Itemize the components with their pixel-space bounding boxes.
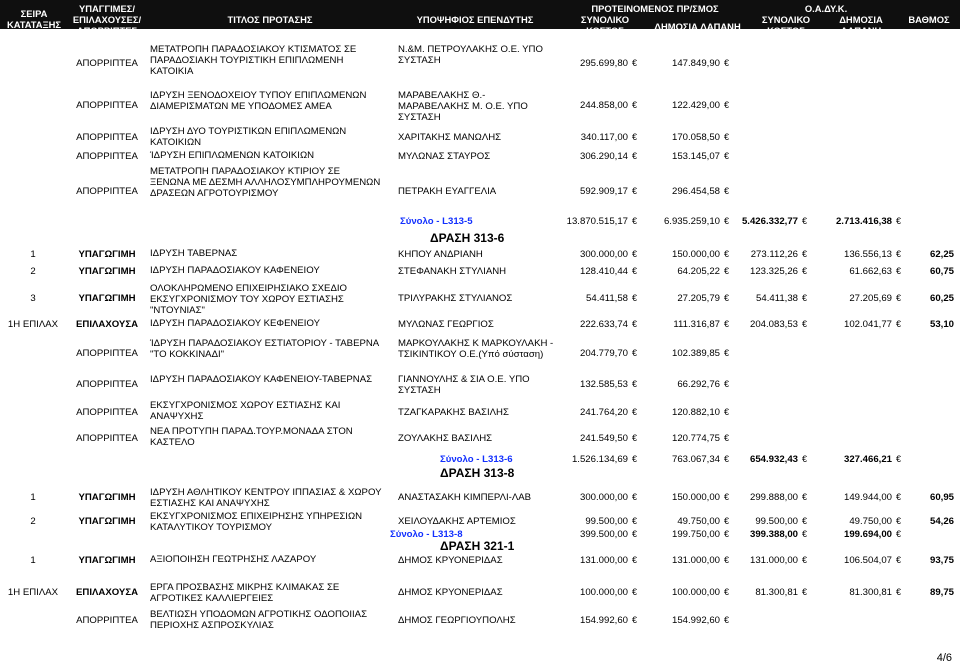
- euro-sign: €: [802, 516, 808, 526]
- row-title: ΙΔΡΥΣΗ ΤΑΒΕΡΝΑΣ: [150, 248, 238, 259]
- row-investor: ΓΙΑΝΝΟΥΛΗΣ & ΣΙΑ Ο.Ε. ΥΠΟ ΣΥΣΤΑΣΗ: [398, 374, 530, 396]
- euro-sign: €: [802, 454, 808, 464]
- euro-sign: €: [802, 319, 808, 329]
- euro-sign: €: [724, 216, 730, 226]
- row-ot-value: 299.888,00: [749, 492, 798, 503]
- euro-sign: €: [896, 266, 902, 276]
- row-title: ΙΔΡΥΣΗ ΠΑΡΑΔΟΣΙΑΚΟΥ ΚΑΦΕΝΕΙΟΥ: [150, 265, 320, 276]
- row-investor: ΜΥΛΩΝΑΣ ΣΤΑΥΡΟΣ: [398, 151, 491, 162]
- euro-sign: €: [802, 216, 808, 226]
- row-pt-value: 592.909,17: [579, 186, 628, 197]
- row-status: ΥΠΑΓΩΓΙΜΗ: [78, 492, 136, 503]
- total-value: 199.750,00: [671, 529, 720, 540]
- euro-sign: €: [724, 249, 730, 259]
- total-value: 13.870.515,17: [566, 216, 628, 227]
- row-investor: ΜΥΛΩΝΑΣ ΓΕΩΡΓΙΟΣ: [398, 319, 494, 330]
- row-pt-value: 295.699,80: [579, 58, 628, 69]
- row-title: ΙΔΡΥΣΗ ΞΕΝΟΔΟΧΕΙΟΥ ΤΥΠΟΥ ΕΠΙΠΛΩΜΕΝΩΝ ΔΙΑΜΕΡΙΣΜΑΤΩΝ ΜΕ ΥΠΟΔΟΜΕΣ ΑΜΕΑ: [150, 90, 367, 112]
- euro-sign: €: [724, 433, 730, 443]
- row-pd-value: 170.058,50: [671, 132, 720, 143]
- euro-sign: €: [632, 516, 638, 526]
- total-value: 327.466,21: [843, 454, 892, 465]
- row-pt-value: 244.858,00: [579, 100, 628, 111]
- row-ot-value: 81.300,81: [755, 587, 798, 598]
- row-title: ΒΕΛΤΙΩΣΗ ΥΠΟΔΟΜΩΝ ΑΓΡΟΤΙΚΗΣ ΟΔΟΠΟΙΙΑΣ ΠΕΡΙΟΧΗΣ ΑΣΠΡΟΣΚΥΛΙΑΣ: [150, 609, 368, 631]
- euro-sign: €: [724, 186, 730, 196]
- total-value: 1.526.134,69: [571, 454, 628, 465]
- row-status: ΑΠΟΡΡΙΠΤΕΑ: [76, 348, 138, 359]
- row-investor: ΧΕΙΛΟΥΔΑΚΗΣ ΑΡΤΕΜΙΟΣ: [398, 516, 516, 527]
- row-od-value: 81.300,81: [849, 587, 892, 598]
- row-rank: 1Η ΕΠΙΛΑΧ: [7, 319, 59, 330]
- euro-sign: €: [802, 492, 808, 502]
- header-status: ΥΠΑΓΓΙΜΕΣ/ ΕΠΙΛΑΧΟΥΣΕΣ/ ΑΠΟΡΡΙΠΤΕΣ: [72, 3, 142, 36]
- total-value: 763.067,34: [671, 454, 720, 465]
- euro-sign: €: [724, 379, 730, 389]
- row-pt-value: 340.117,00: [580, 132, 628, 143]
- row-status: ΑΠΟΡΡΙΠΤΕΑ: [76, 433, 138, 444]
- row-title: ΑΞΙΟΠΟΙΗΣΗ ΓΕΩΤΡΗΣΗΣ ΛΑΖΑΡΟΥ: [150, 554, 317, 565]
- row-pt-value: 300.000,00: [579, 249, 628, 260]
- section-title-313-8: ΔΡΑΣΗ 313-8: [440, 466, 515, 480]
- row-investor: ΔΗΜΟΣ ΓΕΩΡΓΙΟΥΠΟΛΗΣ: [398, 615, 516, 626]
- row-title: ΕΚΣΥΓΧΡΟΝΙΣΜΟΣ ΧΩΡΟΥ ΕΣΤΙΑΣΗΣ ΚΑΙ ΑΝΑΨΥΧΗΣ: [150, 400, 341, 422]
- euro-sign: €: [896, 216, 902, 226]
- header-rank: ΣΕΙΡΑ ΚΑΤΑΤΑΞΗΣ: [6, 8, 61, 30]
- euro-sign: €: [632, 615, 638, 625]
- row-ot-value: 131.000,00: [749, 555, 798, 566]
- header-proposed-public: ΔΗΜΟΣΙΑ ΔΑΠΑΝΗ: [654, 21, 741, 32]
- euro-sign: €: [632, 249, 638, 259]
- row-score: 60,95: [929, 492, 954, 503]
- euro-sign: €: [632, 151, 638, 161]
- row-ot-value: 99.500,00: [755, 516, 798, 527]
- row-status: ΑΠΟΡΡΙΠΤΕΑ: [76, 379, 138, 390]
- euro-sign: €: [724, 293, 730, 303]
- euro-sign: €: [632, 492, 638, 502]
- row-score: 54,26: [929, 516, 954, 527]
- row-title: ΜΕΤΑΤΡΟΠΗ ΠΑΡΑΔΟΣΙΑΚΟΥ ΚΤΙΡΙΟΥ ΣΕ ΞΕΝΩΝΑ ΜΕ ΔΕΣΜΗ ΑΛΛΗΛΟΣΥΜΠΛΗΡΟΥΜΕΝΩΝ ΔΡΑΣΕΩΝ ΑΓΡΟΤΟΥΡΙΣΜΟΥ: [150, 166, 381, 199]
- total-label-313-6: Σύνολο - L313-6: [440, 454, 513, 465]
- row-title: ΕΡΓΑ ΠΡΟΣΒΑΣΗΣ ΜΙΚΡΗΣ ΚΛΙΜΑΚΑΣ ΣΕ ΑΓΡΟΤΙΚΕΣ ΚΑΛΛΙΕΡΓΕΙΕΣ: [150, 582, 340, 604]
- euro-sign: €: [802, 555, 808, 565]
- euro-sign: €: [724, 132, 730, 142]
- euro-sign: €: [896, 529, 902, 539]
- euro-sign: €: [724, 587, 730, 597]
- euro-sign: €: [724, 407, 730, 417]
- row-status: ΑΠΟΡΡΙΠΤΕΑ: [76, 186, 138, 197]
- row-ot-value: 123.325,26: [749, 266, 798, 277]
- row-title: ΊΔΡΥΣΗ ΠΑΡΑΔΟΣΙΑΚΟΥ ΕΣΤΙΑΤΟΡΙΟΥ - ΤΑΒΕΡΝΑ "ΤΟ ΚΟΚΚΙΝΑΔΙ": [150, 338, 379, 360]
- row-rank: 1: [30, 492, 36, 503]
- row-status: ΥΠΑΓΩΓΙΜΗ: [78, 516, 136, 527]
- row-status: ΥΠΑΓΩΓΙΜΗ: [78, 555, 136, 566]
- row-od-value: 106.504,07: [843, 555, 892, 566]
- row-title: ΙΔΡΥΣΗ ΔΥΟ ΤΟΥΡΙΣΤΙΚΩΝ ΕΠΙΠΛΩΜΕΝΩΝ ΚΑΤΟΙΚΙΩΝ: [150, 126, 347, 148]
- section-title-321-1: ΔΡΑΣΗ 321-1: [440, 539, 515, 553]
- row-od-value: 27.205,69: [849, 293, 892, 304]
- row-investor: Ν.&Μ. ΠΕΤΡΟΥΛΑΚΗΣ Ο.Ε. ΥΠΟ ΣΥΣΤΑΣΗ: [398, 44, 543, 66]
- row-pt-value: 100.000,00: [579, 587, 628, 598]
- row-pt-value: 54.411,58: [586, 293, 628, 304]
- total-label-313-5: Σύνολο - L313-5: [400, 216, 473, 227]
- row-ot-value: 273.112,26: [750, 249, 798, 260]
- row-investor: ΜΑΡΚΟΥΛΑΚΗΣ Κ ΜΑΡΚΟΥΛΑΚΗ - ΤΣΙΚΙΝΤΙΚΟΥ Ο.Ε.(Υπό σύσταση): [398, 338, 554, 360]
- header-oadyk-public: ΔΗΜΟΣΙΑ ΔΑΠΑΝΗ: [839, 14, 883, 36]
- row-status: ΕΠΙΛΑΧΟΥΣΑ: [76, 319, 138, 330]
- euro-sign: €: [724, 615, 730, 625]
- euro-sign: €: [632, 186, 638, 196]
- row-od-value: 61.662,63: [849, 266, 892, 277]
- row-status: ΥΠΑΓΩΓΙΜΗ: [78, 249, 136, 260]
- row-title: ΙΔΡΥΣΗ ΑΘΛΗΤΙΚΟΥ ΚΕΝΤΡΟΥ ΙΠΠΑΣΙΑΣ & ΧΩΡΟΥ ΕΣΤΙΑΣΗΣ ΚΑΙ ΑΝΑΨΥΧΗΣ: [150, 487, 382, 509]
- row-investor: ΣΤΕΦΑΝΑΚΗ ΣΤΥΛΙΑΝΗ: [398, 266, 507, 277]
- euro-sign: €: [896, 587, 902, 597]
- row-title: ΊΔΡΥΣΗ ΕΠΙΠΛΩΜΕΝΩΝ ΚΑΤΟΙΚΙΩΝ: [150, 150, 315, 161]
- row-pt-value: 99.500,00: [585, 516, 628, 527]
- row-score: 89,75: [929, 587, 954, 598]
- euro-sign: €: [632, 407, 638, 417]
- euro-sign: €: [632, 454, 638, 464]
- row-title: ΜΕΤΑΤΡΟΠΗ ΠΑΡΑΔΟΣΙΑΚΟΥ ΚΤΙΣΜΑΤΟΣ ΣΕ ΠΑΡΑΔΟΣΙΑΚΗ ΤΟΥΡΙΣΤΙΚΗ ΕΠΙΠΛΩΜΕΝΗ ΚΑΤΟΙΚΙΑ: [150, 44, 357, 77]
- row-pd-value: 49.750,00: [677, 516, 720, 527]
- row-investor: ΔΗΜΟΣ ΚΡΥΟΝΕΡΙΔΑΣ: [398, 555, 503, 566]
- euro-sign: €: [632, 379, 638, 389]
- row-pt-value: 241.764,20: [579, 407, 628, 418]
- euro-sign: €: [802, 529, 808, 539]
- header-oadyk-total: ΣΥΝΟΛΙΚΟ ΚΟΣΤΟΣ: [761, 14, 811, 36]
- header-proposed-total: ΣΥΝΟΛΙΚΟ ΚΟΣΤΟΣ: [580, 14, 630, 36]
- euro-sign: €: [802, 293, 808, 303]
- euro-sign: €: [632, 319, 638, 329]
- row-title: ΙΔΡΥΣΗ ΠΑΡΑΔΟΣΙΑΚΟΥ ΚΑΦΕΝΕΙΟΥ-ΤΑΒΕΡΝΑΣ: [150, 374, 373, 385]
- euro-sign: €: [724, 516, 730, 526]
- row-status: ΑΠΟΡΡΙΠΤΕΑ: [76, 58, 138, 69]
- row-title: ΙΔΡΥΣΗ ΠΑΡΑΔΟΣΙΑΚΟΥ ΚΕΦΕΝΕΙΟΥ: [150, 318, 321, 329]
- row-status: ΑΠΟΡΡΙΠΤΕΑ: [76, 100, 138, 111]
- header-investor: ΥΠΟΨΗΦΙΟΣ ΕΠΕΝΔΥΤΗΣ: [416, 14, 534, 25]
- row-ot-value: 204.083,53: [749, 319, 798, 330]
- row-investor: ΤΡΙΛΥΡΑΚΗΣ ΣΤΥΛΙΑΝΟΣ: [398, 293, 513, 304]
- row-score: 60,25: [929, 293, 954, 304]
- row-pt-value: 222.633,74: [579, 319, 628, 330]
- euro-sign: €: [724, 151, 730, 161]
- row-pt-value: 132.585,53: [579, 379, 628, 390]
- euro-sign: €: [632, 58, 638, 68]
- row-pd-value: 120.882,10: [671, 407, 720, 418]
- row-pd-value: 131.000,00: [671, 555, 720, 566]
- row-score: 60,75: [929, 266, 954, 277]
- row-status: ΥΠΑΓΩΓΙΜΗ: [78, 293, 136, 304]
- header-oadyk: Ο.Α.ΔΥ.Κ.: [804, 3, 848, 14]
- row-rank: 3: [30, 293, 36, 304]
- row-status: ΑΠΟΡΡΙΠΤΕΑ: [76, 132, 138, 143]
- euro-sign: €: [724, 555, 730, 565]
- row-ot-value: 54.411,38: [756, 293, 798, 304]
- row-title: ΟΛΟΚΛΗΡΩΜΕΝΟ ΕΠΙΧΕΙΡΗΣΙΑΚΟ ΣΧΕΔΙΟ ΕΚΣΥΓΧΡΟΝΙΣΜΟΥ ΤΟΥ ΧΩΡΟΥ ΕΣΤΙΑΣΗΣ "ΝΤΟΥΝΙΑΣ": [150, 283, 347, 316]
- euro-sign: €: [632, 348, 638, 358]
- euro-sign: €: [802, 266, 808, 276]
- euro-sign: €: [802, 249, 808, 259]
- row-pd-value: 153.145,07: [671, 151, 720, 162]
- row-status: ΑΠΟΡΡΙΠΤΕΑ: [76, 407, 138, 418]
- row-pd-value: 150.000,00: [671, 249, 720, 260]
- row-pt-value: 128.410,44: [579, 266, 628, 277]
- row-pt-value: 204.779,70: [579, 348, 628, 359]
- row-investor: ΖΟΥΛΑΚΗΣ ΒΑΣΙΛΗΣ: [398, 433, 493, 444]
- euro-sign: €: [724, 529, 730, 539]
- euro-sign: €: [896, 492, 902, 502]
- row-status: ΑΠΟΡΡΙΠΤΕΑ: [76, 151, 138, 162]
- euro-sign: €: [724, 58, 730, 68]
- row-pd-value: 64.205,22: [677, 266, 720, 277]
- euro-sign: €: [632, 529, 638, 539]
- row-rank: 2: [30, 266, 36, 277]
- row-od-value: 102.041,77: [843, 319, 892, 330]
- euro-sign: €: [802, 587, 808, 597]
- euro-sign: €: [632, 555, 638, 565]
- row-investor: ΧΑΡΙΤΑΚΗΣ ΜΑΝΩΛΗΣ: [398, 132, 502, 143]
- row-status: ΥΠΑΓΩΓΙΜΗ: [78, 266, 136, 277]
- row-score: 62,25: [929, 249, 954, 260]
- row-pd-value: 147.849,90: [671, 58, 720, 69]
- row-rank: 1: [30, 249, 36, 260]
- row-pt-value: 154.992,60: [579, 615, 628, 626]
- row-pd-value: 102.389,85: [671, 348, 720, 359]
- total-label-313-8: Σύνολο - L313-8: [390, 529, 463, 540]
- euro-sign: €: [724, 454, 730, 464]
- total-value: 399.388,00: [749, 529, 798, 540]
- row-od-value: 49.750,00: [849, 516, 892, 527]
- euro-sign: €: [724, 100, 730, 110]
- row-investor: ΑΝΑΣΤΑΣΑΚΗ ΚΙΜΠΕΡΛΙ-ΛΑΒ: [398, 492, 532, 503]
- row-pd-value: 111.316,87: [673, 319, 720, 330]
- header-score: ΒΑΘΜΟΣ: [908, 14, 950, 25]
- euro-sign: €: [724, 492, 730, 502]
- euro-sign: €: [896, 293, 902, 303]
- header-title: ΤΙΤΛΟΣ ΠΡΟΤΑΣΗΣ: [227, 14, 313, 25]
- row-pt-value: 306.290,14: [579, 151, 628, 162]
- euro-sign: €: [632, 266, 638, 276]
- row-rank: 1Η ΕΠΙΛΑΧ: [7, 587, 59, 598]
- row-rank: 1: [30, 555, 36, 566]
- row-pd-value: 122.429,00: [671, 100, 720, 111]
- total-value: 199.694,00: [843, 529, 892, 540]
- euro-sign: €: [632, 433, 638, 443]
- total-value: 654.932,43: [749, 454, 798, 465]
- euro-sign: €: [724, 266, 730, 276]
- total-value: 6.935.259,10: [663, 216, 720, 227]
- row-investor: ΔΗΜΟΣ ΚΡΥΟΝΕΡΙΔΑΣ: [398, 587, 503, 598]
- total-value: 2.713.416,38: [835, 216, 892, 227]
- row-pd-value: 296.454,58: [671, 186, 720, 197]
- euro-sign: €: [632, 587, 638, 597]
- row-pd-value: 154.992,60: [671, 615, 720, 626]
- euro-sign: €: [632, 216, 638, 226]
- row-status: ΑΠΟΡΡΙΠΤΕΑ: [76, 615, 138, 626]
- euro-sign: €: [896, 516, 902, 526]
- row-score: 53,10: [929, 319, 954, 330]
- euro-sign: €: [632, 293, 638, 303]
- euro-sign: €: [896, 319, 902, 329]
- row-pd-value: 100.000,00: [671, 587, 720, 598]
- euro-sign: €: [632, 100, 638, 110]
- row-pt-value: 300.000,00: [579, 492, 628, 503]
- row-investor: ΜΑΡΑΒΕΛΑΚΗΣ Θ.- ΜΑΡΑΒΕΛΑΚΗΣ Μ. Ο.Ε. ΥΠΟ ΣΥΣΤΑΣΗ: [398, 90, 528, 123]
- euro-sign: €: [724, 348, 730, 358]
- row-investor: ΤΖΑΓΚΑΡΑΚΗΣ ΒΑΣΙΛΗΣ: [398, 407, 509, 418]
- euro-sign: €: [896, 555, 902, 565]
- row-pt-value: 241.549,50: [579, 433, 628, 444]
- row-od-value: 136.556,13: [843, 249, 892, 260]
- euro-sign: €: [724, 319, 730, 329]
- row-title: ΕΚΣΥΓΧΡΟΝΙΣΜΟΣ ΕΠΙΧΕΙΡΗΣΗΣ ΥΠΗΡΕΣΙΩΝ ΚΑΤΑΛΥΤΙΚΟΥ ΤΟΥΡΙΣΜΟΥ: [150, 511, 363, 533]
- page-number: 4/6: [936, 652, 952, 664]
- row-rank: 2: [30, 516, 36, 527]
- euro-sign: €: [632, 132, 638, 142]
- total-value: 399.500,00: [579, 529, 628, 540]
- row-investor: ΠΕΤΡΑΚΗ ΕΥΑΓΓΕΛΙΑ: [398, 186, 497, 197]
- row-pt-value: 131.000,00: [579, 555, 628, 566]
- row-title: ΝΕΑ ΠΡΟΤΥΠΗ ΠΑΡΑΔ.ΤΟΥΡ.ΜΟΝΑΔΑ ΣΤΟΝ ΚΑΣΤΕΛΟ: [150, 426, 353, 448]
- row-score: 93,75: [929, 555, 954, 566]
- row-pd-value: 150.000,00: [671, 492, 720, 503]
- row-pd-value: 120.774,75: [671, 433, 720, 444]
- total-value: 5.426.332,77: [741, 216, 798, 227]
- euro-sign: €: [896, 249, 902, 259]
- row-pd-value: 27.205,79: [677, 293, 720, 304]
- euro-sign: €: [896, 454, 902, 464]
- row-od-value: 149.944,00: [843, 492, 892, 503]
- row-status: ΕΠΙΛΑΧΟΥΣΑ: [76, 587, 138, 598]
- row-pd-value: 66.292,76: [677, 379, 720, 390]
- section-title-313-6: ΔΡΑΣΗ 313-6: [430, 231, 505, 245]
- row-investor: ΚΗΠΟΥ ΑΝΔΡΙΑΝΗ: [398, 249, 483, 260]
- header-proposed: ΠΡΟΤΕΙΝΟΜΕΝΟΣ ΠΡ/ΣΜΟΣ: [591, 3, 719, 14]
